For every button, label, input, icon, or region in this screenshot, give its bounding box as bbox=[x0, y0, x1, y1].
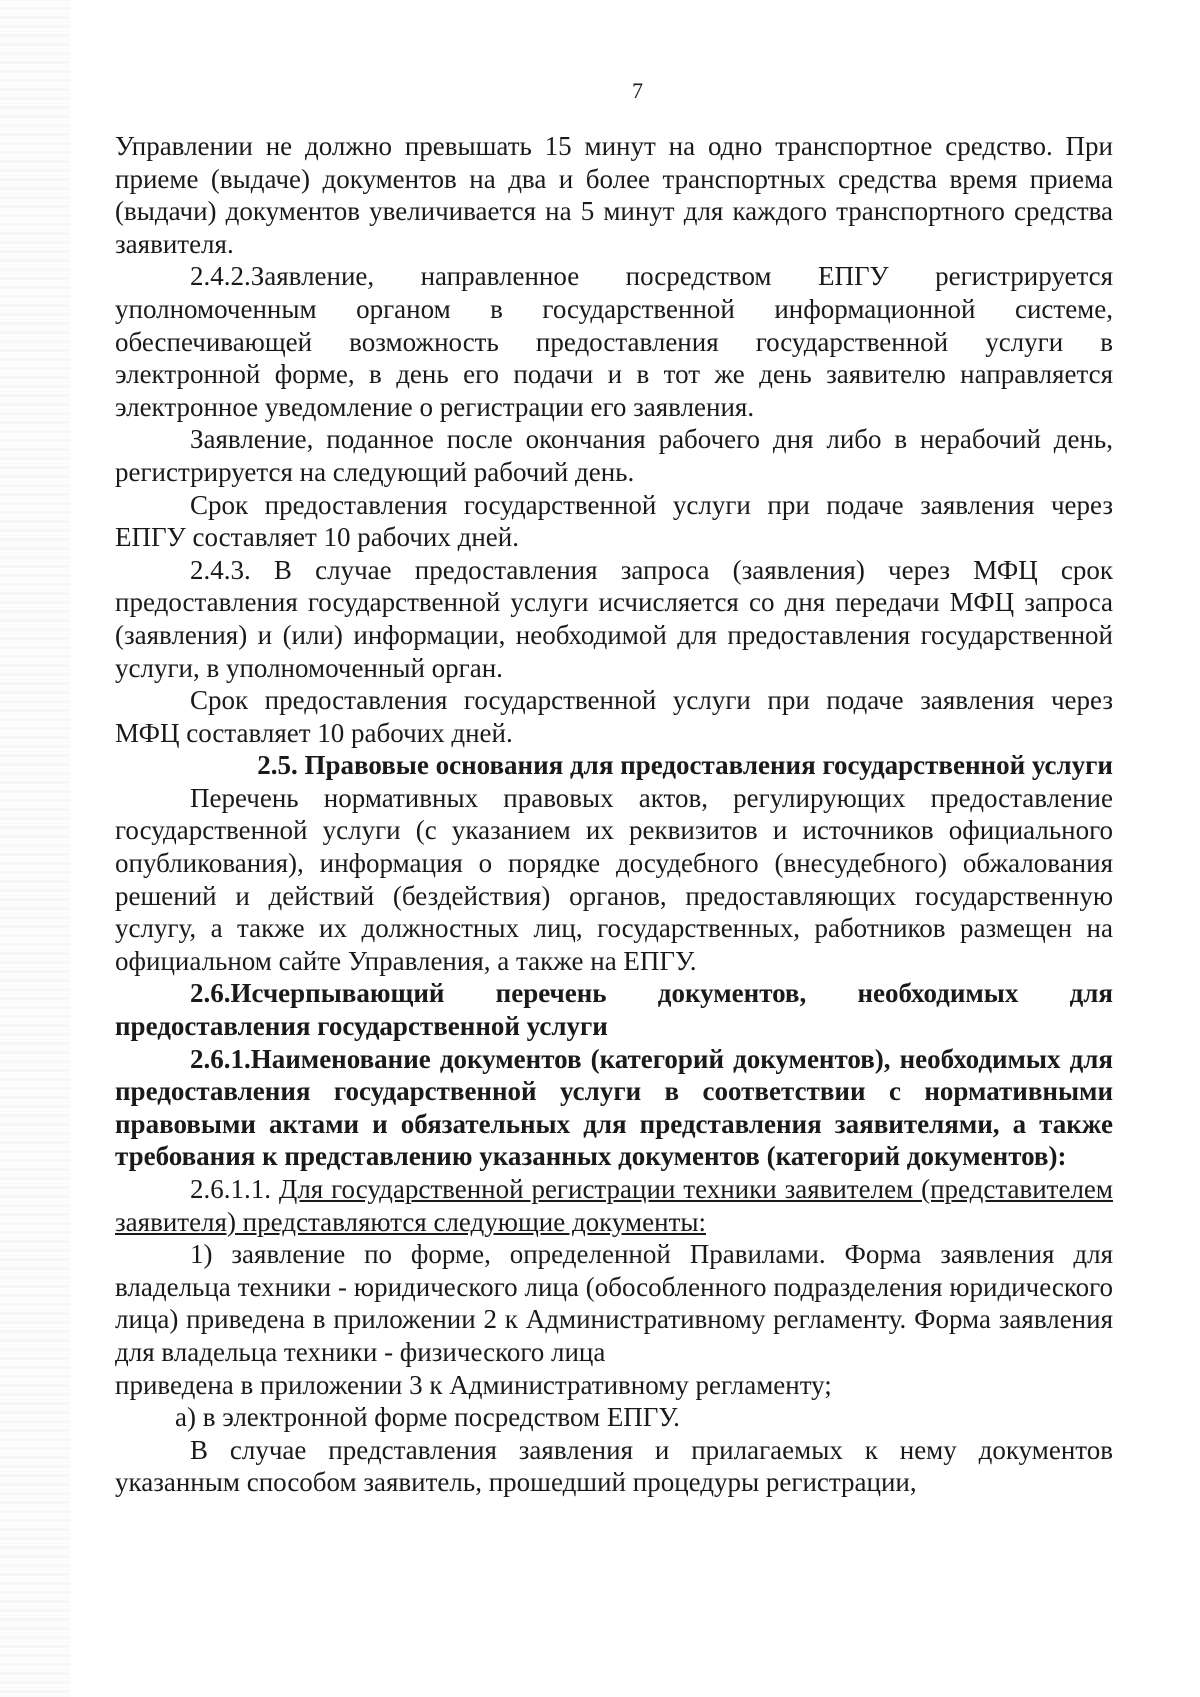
section-heading-2-6-1: 2.6.1.Наименование документов (категорий документов), необходимых для предоставления государственной услуги в соответствии с нормативными правовыми актами и обязательных для представления заявителями, а также требования к представлению указанных документов (категорий документов): bbox=[115, 1043, 1113, 1172]
document-body bbox=[115, 130, 1113, 1499]
paragraph-mfc-term: Срок предоставления государственной услуги при подаче заявления через МФЦ составляет 10 рабочих дней. bbox=[115, 685, 1113, 748]
section-heading-2-6: 2.6.Исчерпывающий перечень документов, необходимых для предоставления государственной услуги bbox=[115, 978, 1113, 1042]
paragraph-2-6-1-1 bbox=[115, 1173, 1113, 1238]
paragraph-item-1-continued: приведена в приложении 3 к Административному регламенту; bbox=[115, 1369, 832, 1400]
paragraph-legal-acts: Перечень нормативных правовых актов, регулирующих предоставление государственной услуги (с указанием их реквизитов и источников официального опубликования), информация о порядке досудебного (внесудебного) обжалования решений и действий (бездействия) органов, предоставляющих государственную услугу, а также их должностных лиц, государственных, работников размещен на официальном сайте Управления, а также на ЕПГУ. bbox=[115, 782, 1113, 976]
underlined-text-documents: Для государственной регистрации техники заявителем (представителем заявителя) представляются следующие документы: bbox=[115, 1174, 1113, 1237]
paragraph-epgu-term: Срок предоставления государственной услуги при подаче заявления через ЕПГУ составляет 10 рабочих дней. bbox=[115, 489, 1113, 553]
section-heading-2-5: 2.5. Правовые основания для предоставления государственной услуги bbox=[257, 750, 1113, 781]
paragraph-2-4-2: 2.4.2.Заявление, направленное посредством ЕПГУ регистрируется уполномоченным органом в государственной информационной системе, обеспечивающей возможность предоставления государственной услуги в электронной форме, в день его подачи и в тот же день заявителю направляется электронное уведомление о регистрации его заявления. bbox=[115, 261, 1113, 422]
page-number: 7 bbox=[632, 78, 643, 103]
paragraph-electronic-submission: В случае представления заявления и прилагаемых к нему документов указанным способом заявитель, прошедший процедуры регистрации, bbox=[115, 1434, 1113, 1498]
paragraph-nonworking-day: Заявление, поданное после окончания рабочего дня либо в нерабочий день, регистрируется на следующий рабочий день. bbox=[115, 424, 1113, 487]
item-number-2-6-1-1: 2.6.1.1. bbox=[190, 1174, 271, 1204]
paragraph-2-4-3: 2.4.3. В случае предоставления запроса (заявления) через МФЦ срок предоставления государственной услуги исчисляется со дня передачи МФЦ запроса (заявления) и (или) информации, необходимой для предоставления государственной услуги, в уполномоченный орган. bbox=[115, 554, 1113, 683]
paragraph-item-1: 1) заявление по форме, определенной Правилами. Форма заявления для владельца техники - юридического лица (обособленного подразделения юридического лица) приведена в приложении 2 к Административному регламенту. Форма заявления для владельца техники - физического лица bbox=[115, 1239, 1113, 1367]
scan-edge-noise bbox=[0, 0, 70, 1697]
paragraph-continuation: Управлении не должно превышать 15 минут на одно транспортное средство. При приеме (выдаче) документов на два и более транспортных средства время приема (выдачи) документов увеличивается на 5 минут для каждого транспортного средства заявителя. bbox=[115, 131, 1113, 259]
paragraph-item-a: а) в электронной форме посредством ЕПГУ. bbox=[175, 1402, 680, 1433]
